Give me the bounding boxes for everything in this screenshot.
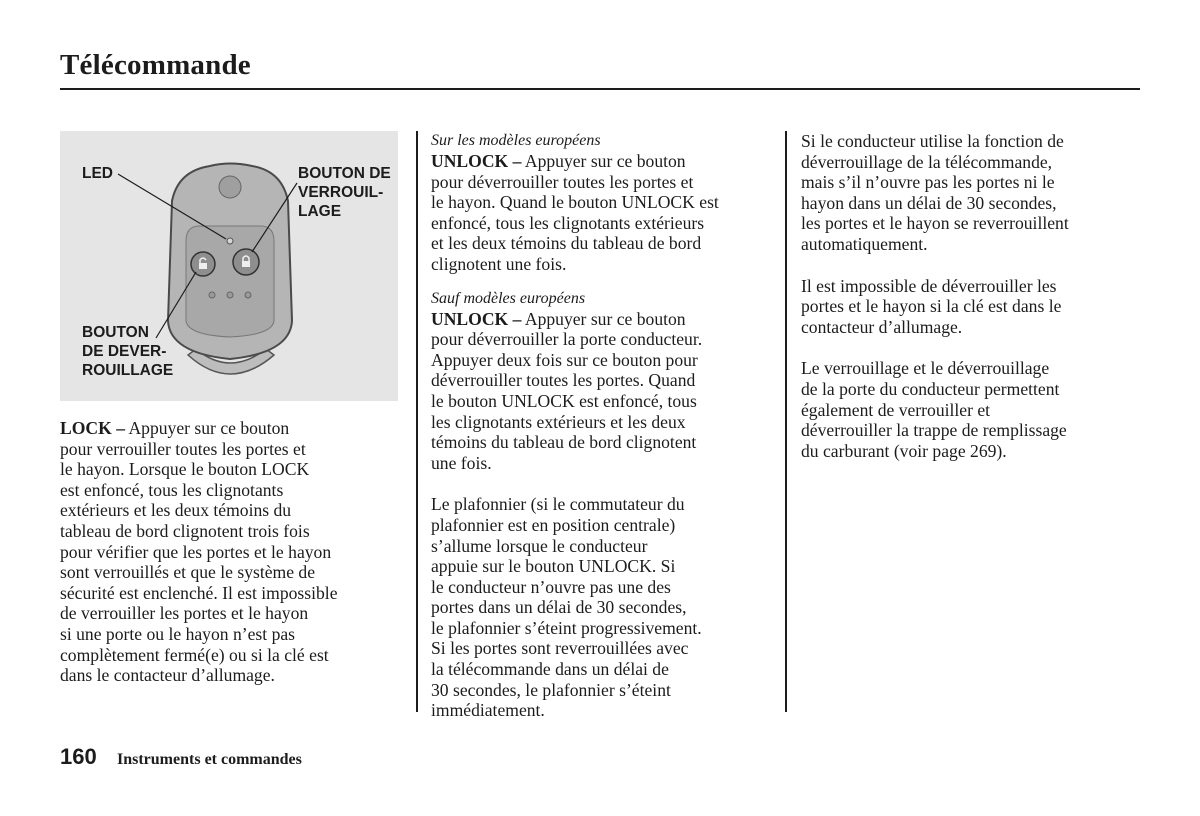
column-divider [785, 131, 787, 712]
column-3 [801, 131, 1141, 461]
page-number: 160 [60, 744, 97, 769]
ceiling-light-paragraph: Le plafonnier (si le commutateur du plafonnier est en position centrale) s’allume lorsque le conducteur appuie sur le bouton UNLOCK. Si le conducteur n’ouvre pas une des portes dans un délai de 30 secondes, le plafonnier s’éteint progressivement. Si les portes sont reverrouillées avec la télécommande dans un délai de 30 secondes, le plafonnier s’éteint immédiatement. [431, 494, 702, 721]
column-1 [60, 418, 405, 686]
lock-button-label: BOUTON DE VERROUIL- LAGE [298, 165, 391, 220]
lock-paragraph: LOCK – Appuyer sur ce bouton pour verrouiller toutes les portes et le hayon. Lorsque le bouton LOCK est enfoncé, tous les clignotants extérieurs et les deux témoins du tableau de bord clignotent trois fois pour vérifier que les portes et le hayon sont verrouillés et que le système de sécurité est enclenché. Il est impossible de verrouiller les portes et le hayon si une porte ou le hayon n’est pas complètement fermé(e) ou si la clé est dans le contacteur d’allumage. [60, 418, 338, 686]
fuel-door-paragraph: Le verrouillage et le déverrouillage de la porte du conducteur permettent également de verrouiller et déverrouiller la trappe de remplissage du carburant (voir page 269). [801, 358, 1067, 461]
column-divider [416, 131, 418, 712]
section-title: Instruments et commandes [117, 751, 302, 768]
page-title: Télécommande [60, 49, 251, 81]
euro-note: Sur les modèles européens [431, 132, 601, 149]
unlock-keyword: UNLOCK – [431, 151, 522, 171]
column-2 [431, 131, 776, 721]
key-in-ignition-paragraph: Il est impossible de déverrouiller les portes et le hayon si la clé est dans le contacteur d’allumage. [801, 275, 1062, 337]
unlock-button-label: BOUTON DE DEVER- ROUILLAGE [82, 324, 174, 379]
title-rule [60, 88, 1140, 90]
unlock-keyword-2: UNLOCK – [431, 308, 522, 329]
non-euro-note: Sauf modèles européens [431, 289, 586, 307]
lock-keyword: LOCK – [60, 418, 126, 438]
remote-illustration [60, 131, 398, 401]
lock-button-icon [233, 249, 259, 275]
auto-relock-paragraph: Si le conducteur utilise la fonction de déverrouillage de la télécommande, mais s’il n’ouvre pas les portes ni le hayon dans un délai de 30 secondes, les portes et le hayon se reverrouillent automatiquement. [801, 131, 1069, 254]
euro-unlock-paragraph: UNLOCK – Appuyer sur ce bouton pour déverrouiller toutes les portes et le hayon. Quand le bouton UNLOCK est enfoncé, tous les clignotants extérieurs et les deux témoins du tableau de bord clignotent une fois. [431, 151, 719, 274]
unlock-button-icon [191, 252, 215, 276]
non-euro-unlock-paragraph: UNLOCK – Appuyer sur ce bouton pour déverrouiller la porte conducteur. Appuyer deux fois sur ce bouton pour déverrouiller toutes les portes. Quand le bouton UNLOCK est enfoncé, tous les clignotants extérieurs et les deux témoins du tableau de bord clignotent une fois. [431, 308, 703, 473]
led-label: LED [82, 165, 113, 182]
